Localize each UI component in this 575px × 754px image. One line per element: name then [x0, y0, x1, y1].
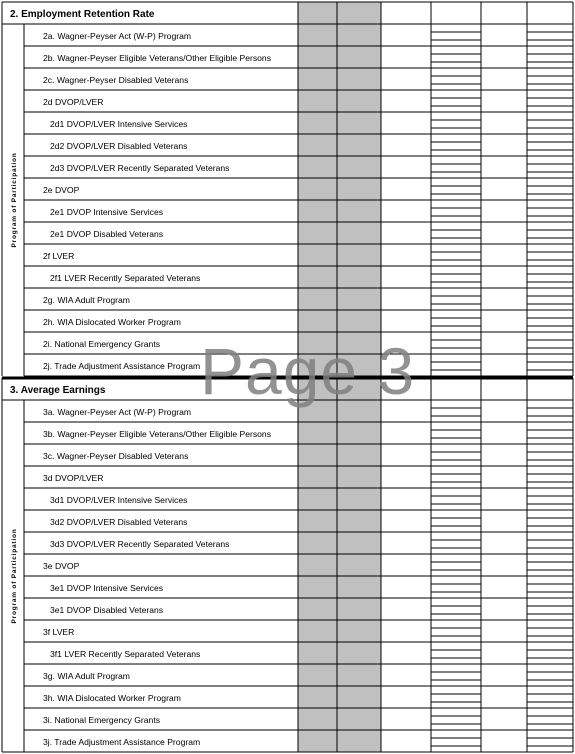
row-label: 2c. Wagner-Peyser Disabled Veterans: [43, 75, 189, 85]
row-label: 2f LVER: [43, 251, 75, 261]
row-label: 2d DVOP/LVER: [43, 97, 104, 107]
row-label: 3d3 DVOP/LVER Recently Separated Veterans: [50, 539, 230, 549]
shaded-data-column: [298, 378, 337, 752]
section-title: 2. Employment Retention Rate: [10, 9, 155, 20]
row-label: 2d1 DVOP/LVER Intensive Services: [50, 119, 188, 129]
row-label: 3d2 DVOP/LVER Disabled Veterans: [50, 517, 188, 527]
row-label: 3f1 LVER Recently Separated Veterans: [50, 649, 201, 659]
row-label: 3e1 DVOP Disabled Veterans: [50, 605, 164, 615]
row-label: 2g. WIA Adult Program: [43, 295, 130, 305]
row-label: 2f1 LVER Recently Separated Veterans: [50, 273, 201, 283]
side-label: Program of Participation: [11, 528, 18, 624]
row-label: 2i. National Emergency Grants: [43, 339, 161, 349]
row-label: 2j. Trade Adjustment Assistance Program: [43, 361, 201, 371]
row-label: 3d DVOP/LVER: [43, 473, 104, 483]
row-label: 3c. Wagner-Peyser Disabled Veterans: [43, 451, 189, 461]
row-label: 3g. WIA Adult Program: [43, 671, 130, 681]
shaded-data-column: [298, 2, 337, 376]
side-label: Program of Participation: [11, 152, 18, 248]
row-label: 3a. Wagner-Peyser Act (W-P) Program: [43, 407, 192, 417]
row-label: 2b. Wagner-Peyser Eligible Veterans/Other Eligible Persons: [43, 53, 272, 63]
row-label: 3i. National Emergency Grants: [43, 715, 161, 725]
row-label: 3e1 DVOP Intensive Services: [50, 583, 164, 593]
row-label: 3d1 DVOP/LVER Intensive Services: [50, 495, 188, 505]
row-label: 3b. Wagner-Peyser Eligible Veterans/Other Eligible Persons: [43, 429, 272, 439]
row-label: 3j. Trade Adjustment Assistance Program: [43, 737, 201, 747]
shaded-data-column: [337, 2, 381, 376]
row-label: 2e DVOP: [43, 185, 80, 195]
row-label: 3e DVOP: [43, 561, 80, 571]
shaded-data-column: [337, 378, 381, 752]
row-label: 2d3 DVOP/LVER Recently Separated Veterans: [50, 163, 230, 173]
page-watermark: Page 3: [200, 334, 416, 408]
row-label: 3f LVER: [43, 627, 75, 637]
row-label: 2e1 DVOP Disabled Veterans: [50, 229, 164, 239]
row-label: 2e1 DVOP Intensive Services: [50, 207, 164, 217]
row-label: 2d2 DVOP/LVER Disabled Veterans: [50, 141, 188, 151]
section-title: 3. Average Earnings: [10, 385, 106, 396]
row-label: 2a. Wagner-Peyser Act (W-P) Program: [43, 31, 192, 41]
row-label: 2h. WIA Dislocated Worker Program: [43, 317, 181, 327]
row-label: 3h. WIA Dislocated Worker Program: [43, 693, 181, 703]
